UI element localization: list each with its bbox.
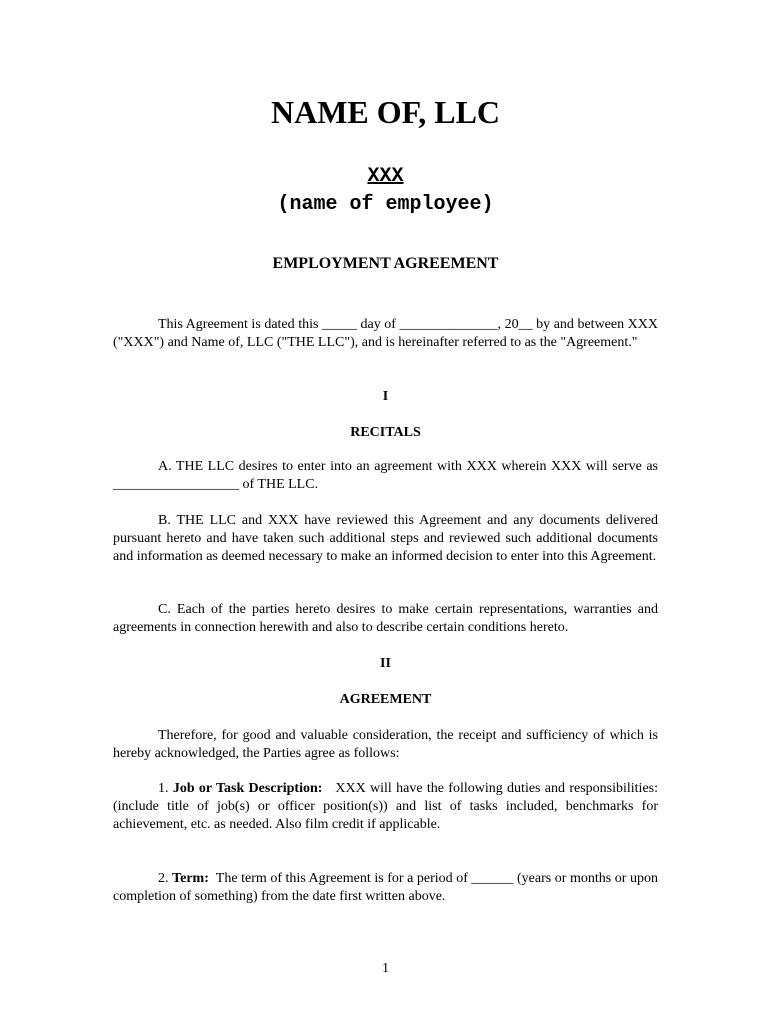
clause-1-text: XXX will have the following duties and responsibilities: (include title of job(s) or officer position(s)) and list of tasks included, benchmarks for achievement, etc. as needed. Also film credit if applicable. (113, 781, 659, 832)
document-page (113, 0, 658, 1024)
section-1-heading: RECITALS (350, 425, 421, 440)
agreement-preamble: Therefore, for good and valuable consideration, the receipt and sufficiency of which is hereby acknowledged, the Parties agree as follows: (113, 728, 658, 761)
clause-2-number: 2. (158, 871, 169, 886)
recital-a: A. THE LLC desires to enter into an agreement with XXX wherein XXX will serve as __________________ of THE LLC. (113, 459, 658, 492)
clause-2-title: Term: (172, 871, 209, 886)
employee-name-note: (name of employee) (277, 193, 494, 216)
section-2-heading: AGREEMENT (339, 692, 432, 707)
recital-c: C. Each of the parties hereto desires to make certain representations, warranties and agreements in connection herewith and also to describe certain conditions hereto. (113, 602, 658, 635)
recital-b: B. THE LLC and XXX have reviewed this Agreement and any documents delivered pursuant hereto and have taken such additional steps and reviewed such additional documents and information as deemed necessary to make an informed decision to enter into this Agreement. (113, 513, 658, 564)
clause-2-text: The term of this Agreement is for a period of ______ (years or months or upon completion of something) from the date first written above. (113, 871, 659, 904)
section-2-numeral: II (380, 656, 391, 671)
clause-1-number: 1. (158, 781, 169, 796)
page-number: 1 (382, 961, 389, 976)
clause-1-title: Job or Task Description: (172, 781, 323, 796)
intro-paragraph: This Agreement is dated this _____ day of ______________, 20__ by and between XXX ("XXX") and Name of, LLC ("THE LLC"), and is hereinafter referred to as the "Agreement." (113, 317, 658, 350)
section-1-numeral: I (382, 389, 389, 404)
employee-name: XXX (367, 165, 404, 188)
clause-2 (113, 870, 658, 906)
company-title: NAME OF, LLC (270, 94, 501, 130)
clause-1 (113, 780, 658, 834)
document-title: EMPLOYMENT AGREEMENT (272, 255, 499, 272)
